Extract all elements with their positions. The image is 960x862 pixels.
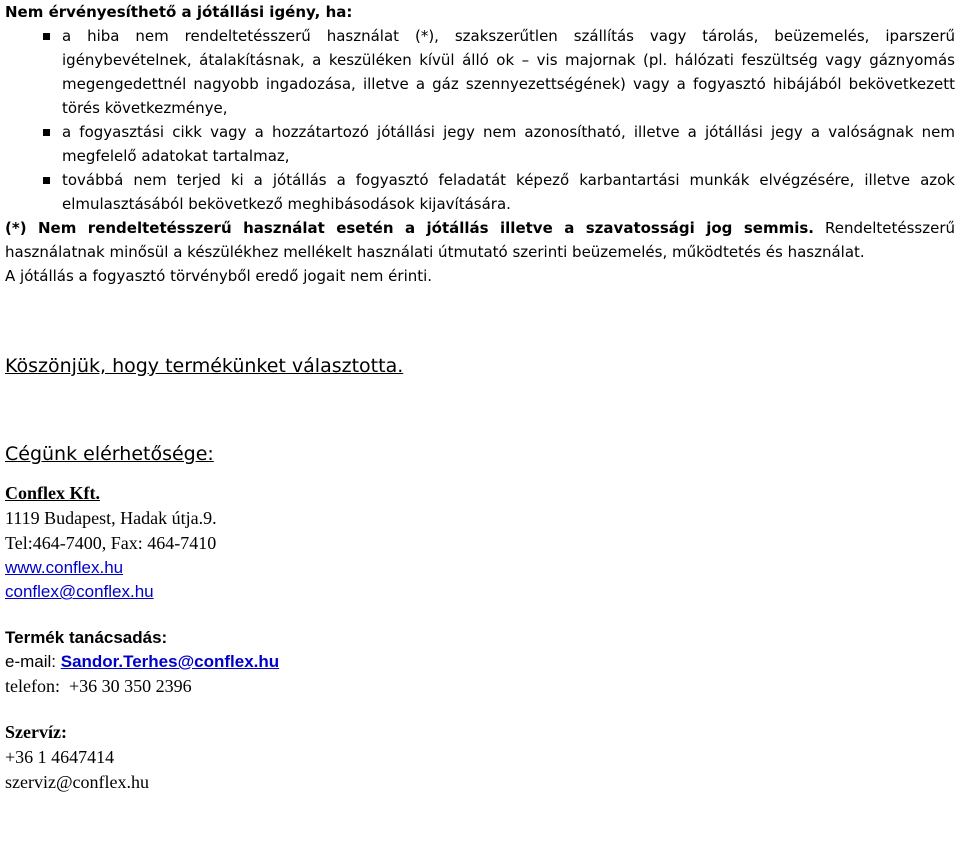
- warranty-exclusions-list: [5, 24, 955, 216]
- advice-phone: telefon: +36 30 350 2396: [5, 676, 192, 696]
- service-email: szerviz@conflex.hu: [5, 772, 150, 792]
- service-phone: +36 1 4647414: [5, 747, 115, 767]
- company-email-link[interactable]: conflex@conflex.hu: [5, 582, 154, 601]
- company-name: Conflex Kft.: [5, 483, 100, 503]
- company-phone-fax: Tel:464-7400, Fax: 464-7410: [5, 533, 217, 553]
- consumer-rights-note: A jótállás a fogyasztó törvényből eredő jogait nem érinti.: [5, 267, 433, 285]
- thanks-message: Köszönjük, hogy termékünket választotta.: [5, 355, 404, 377]
- misuse-note: [5, 216, 955, 264]
- list-item: a hiba nem rendeltetésszerű használat (*), szakszerűtlen szállítás vagy tárolás, beüzemelés, iparszerű igénybevételnek, átalakításnak, a keszüléken kívül álló ok – vis majornak (pl. hálózati feszültség vagy gáznyomás megengedettnél nagyobb ingadozása, illetve a gáz szennyezettségének) vagy a fogyasztó hibájából bekövetkezett törés következménye,: [5, 24, 955, 120]
- warranty-heading: Nem érvényesíthető a jótállási igény, ha:: [5, 3, 353, 21]
- company-address: 1119 Budapest, Hadak útja.9.: [5, 508, 217, 528]
- advice-title: Termék tanácsadás:: [5, 628, 168, 647]
- advice-email-line: [5, 650, 955, 674]
- advice-email-label: e-mail:: [5, 652, 61, 671]
- list-item: továbbá nem terjed ki a jótállás a fogyasztó feladatát képező karbantartási munkák elvégzésére, illetve azok elmulasztásából bekövetkező meghibásodások kijavítására.: [5, 168, 955, 216]
- contact-title: Cégünk elérhetősége:: [5, 443, 214, 465]
- service-title: Szervíz:: [5, 722, 67, 742]
- website-link[interactable]: www.conflex.hu: [5, 558, 124, 577]
- misuse-note-bold: (*) Nem rendeltetésszerű használat esetén a jótállás illetve a szavatossági jog semmis.: [5, 219, 814, 237]
- misuse-note-text: Rendeltetésszerű használatnak minősül a készülékhez mellékelt használati útmutató szerinti beüzemelés, működtetés és használat.: [5, 219, 956, 261]
- list-item: a fogyasztási cikk vagy a hozzátartozó jótállási jegy nem azonosítható, illetve a jótállási jegy a valóságnak nem megfelelő adatokat tartalmaz,: [5, 120, 955, 168]
- advice-email-link[interactable]: Sandor.Terhes@conflex.hu: [60, 652, 280, 671]
